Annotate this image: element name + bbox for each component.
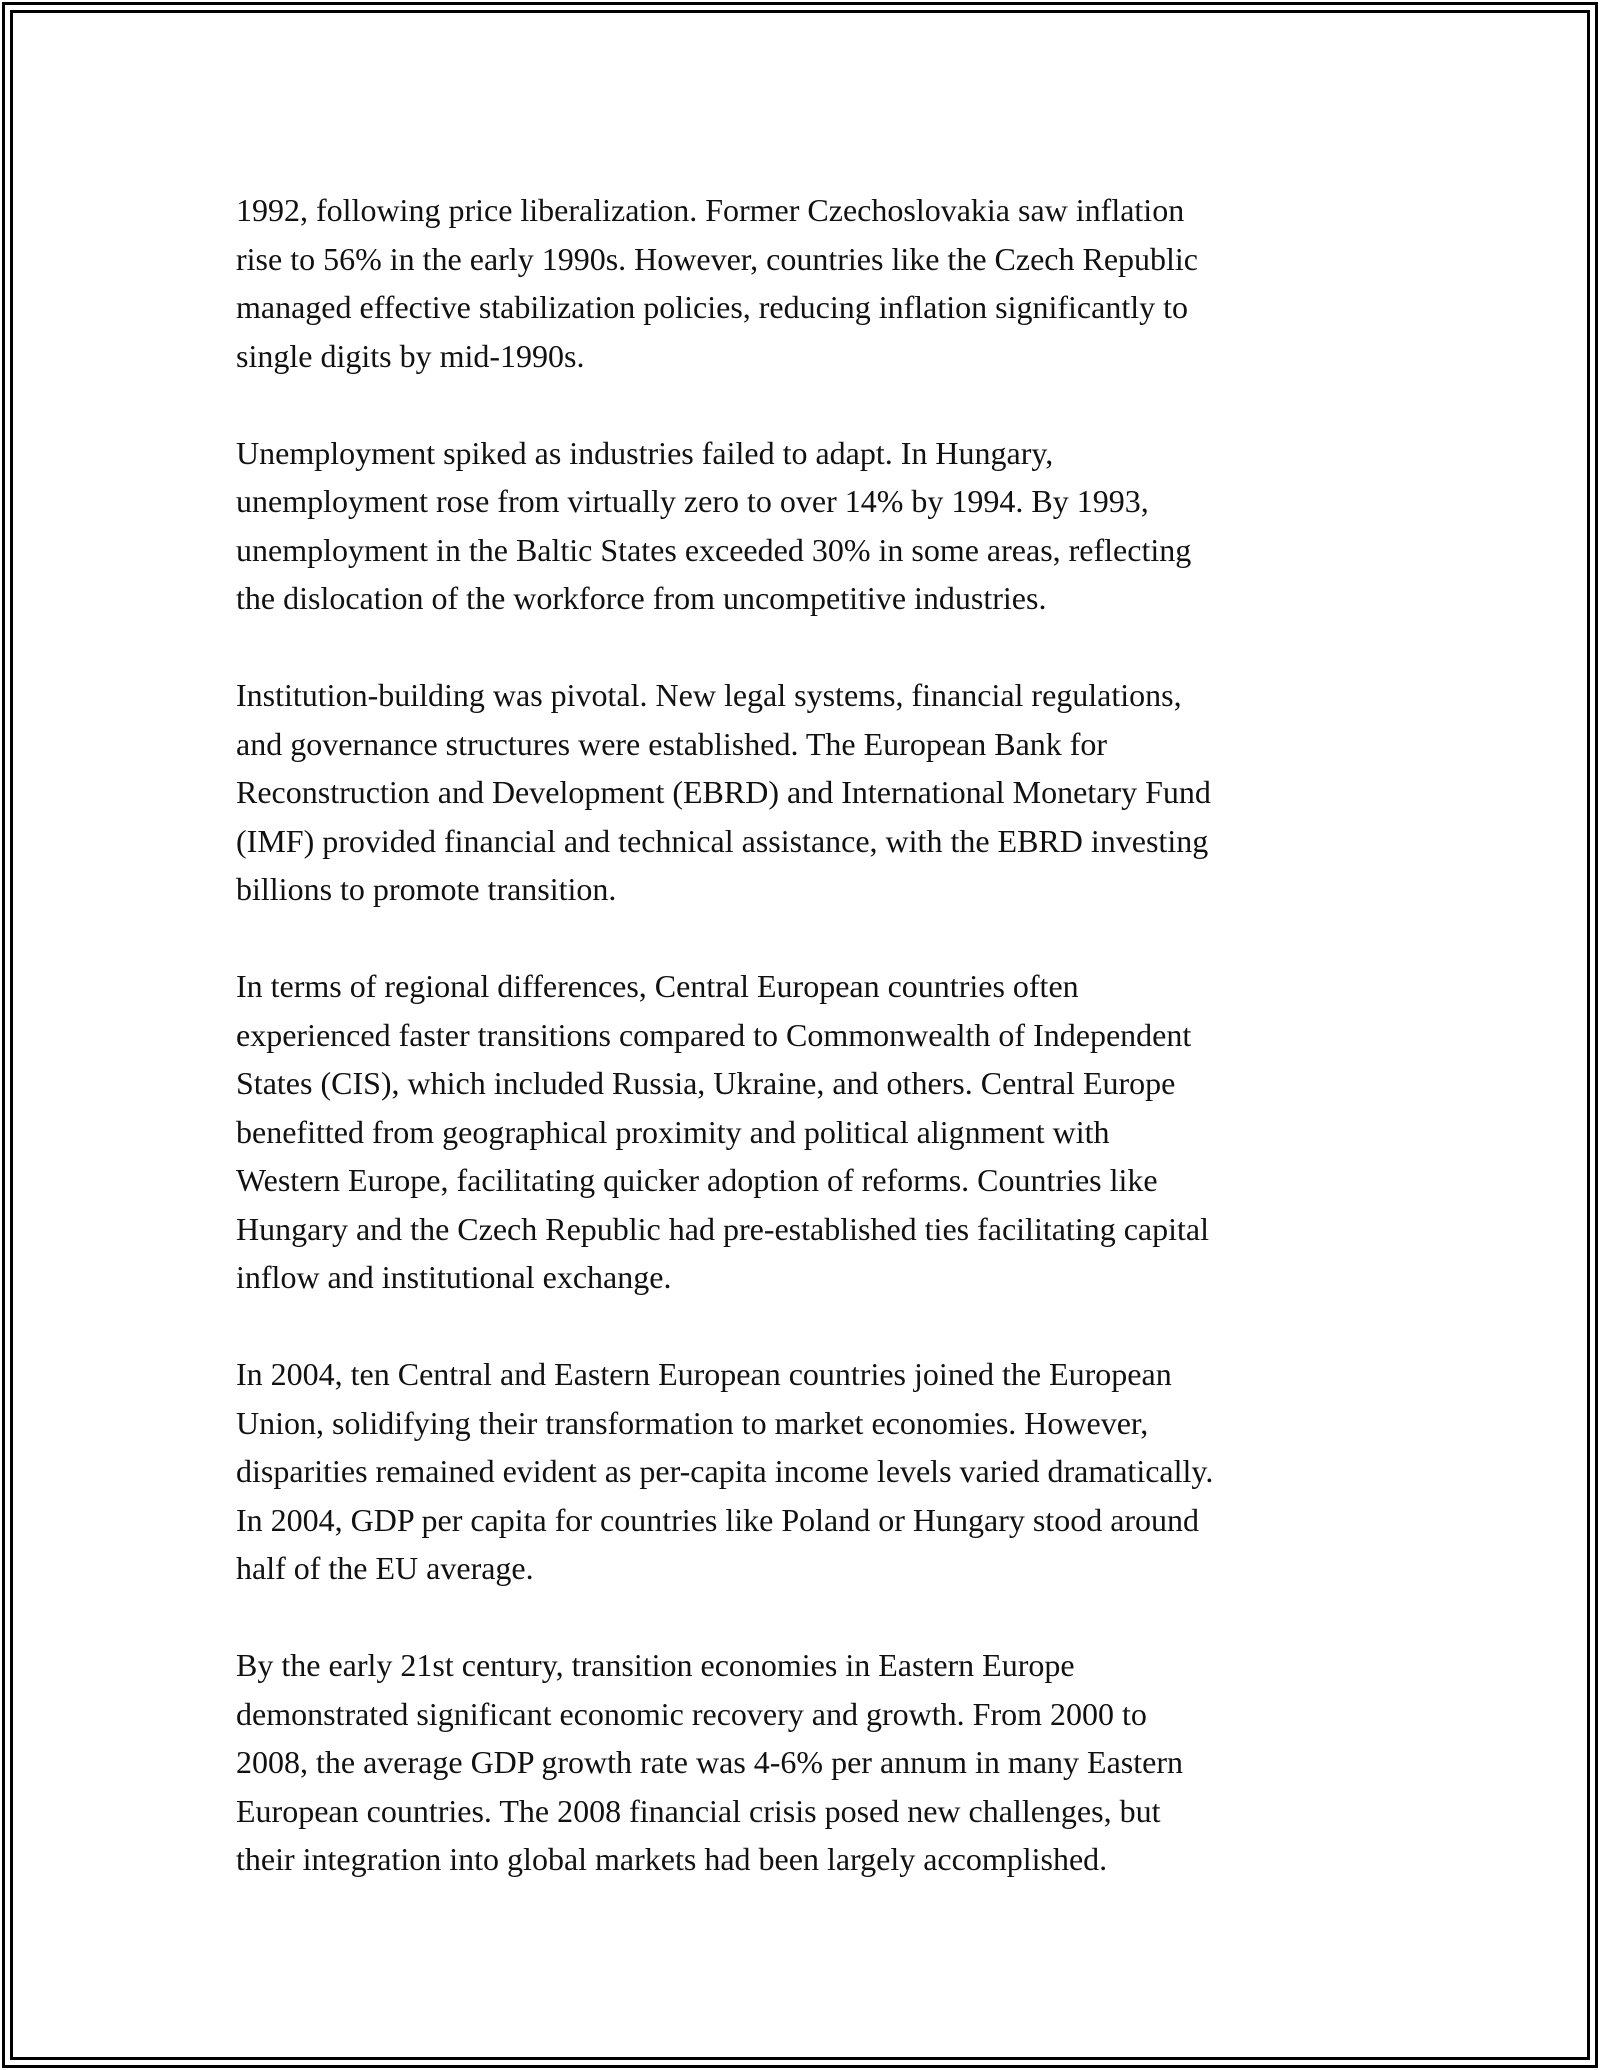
paragraph-unemployment: Unemployment spiked as industries failed to adapt. In Hungary, unemployment rose from virtually zero to over 14% by 1994. By 1993, unemployment in the Baltic States exceeded 30% in some areas, reflecting the dislocation of the workforce from uncompetitive industries. <box>236 434 1192 616</box>
paragraph-eu-accession: In 2004, ten Central and Eastern European countries joined the European Union, solidifying their transformation to market economies. However, disparities remained evident as per-capita income levels varied dramatically. In 2004, GDP per capita for countries like Poland or Hungary stood around half of the EU average. <box>236 1356 1214 1586</box>
document-body <box>236 186 1366 1884</box>
paragraph-regional-differences: In terms of regional differences, Central European countries often experienced faster transitions compared to Commonwealth of Independent States (CIS), which included Russia, Ukraine, and others. Central Europe benefitted from geographical proximity and political alignment with Western Europe, facilitating quicker adoption of reforms. Countries like Hungary and the Czech Republic had pre-established ties facilitating capital inflow and institutional exchange. <box>236 968 1209 1295</box>
paragraph-growth: By the early 21st century, transition economies in Eastern Europe demonstrated significant economic recovery and growth. From 2000 to 2008, the average GDP growth rate was 4-6% per annum in many Eastern European countries. The 2008 financial crisis posed new challenges, but their integration into global markets had been largely accomplished. <box>236 1647 1183 1877</box>
paragraph-institution-building: Institution-building was pivotal. New legal systems, financial regulations, and governance structures were established. The European Bank for Reconstruction and Development (EBRD) and International Monetary Fund (IMF) provided financial and technical assistance, with the EBRD investing billions to promote transition. <box>236 677 1211 907</box>
paragraph-inflation: 1992, following price liberalization. Former Czechoslovakia saw inflation rise to 56% in the early 1990s. However, countries like the Czech Republic managed effective stabilization policies, reducing inflation significantly to single digits by mid-1990s. <box>236 192 1198 374</box>
